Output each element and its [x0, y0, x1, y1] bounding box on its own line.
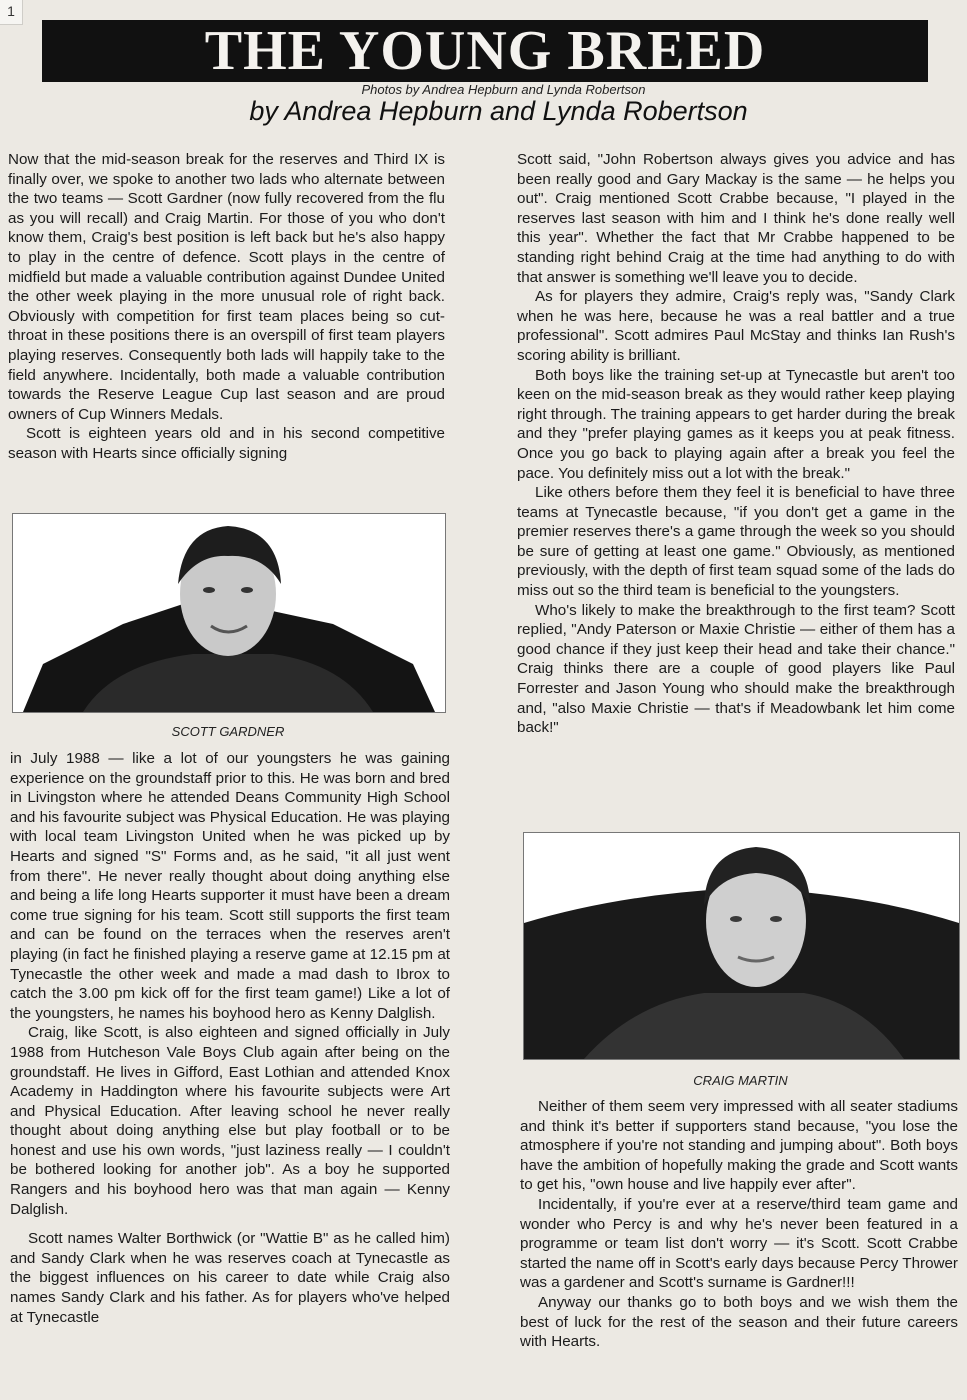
craig-martin-caption: CRAIG MARTIN [693, 1073, 788, 1088]
portrait-image [524, 833, 959, 1059]
photo-credit: Photos by Andrea Hepburn and Lynda Robertson [361, 82, 646, 97]
paragraph: in July 1988 — like a lot of our youngsters he was gaining experience on the groundstaff prior to this. He was born and bred in Livingston where he attended Deans Community High School and his favourite subject was Physical Education. He was playing with local team Livingston United when he was picked up by Hearts and signed "S" Forms and, as he said, "it all just went from there". He never really thought about doing anything else and being a life long Hearts supporter it must have been a dream come true signing for his team. Scott still supports the first team and can be found on the terraces when the reserves aren't playing (in fact he finished playing a reserve game at 12.15 pm at Tynecastle the other week and made a mad dash to Ibrox to catch the 3.00 pm kick off for the first team game!) Like a lot of the youngsters, he names his boyhood hero as Kenny Dalglish. [10, 750, 450, 1022]
paragraph: Scott said, "John Robertson always gives you advice and has been really good and Gary Mackay is the same — he helps you out". Craig mentioned Scott Crabbe because, "I played in the reserves last season with him and I think he's done really well this year". Whether the fact that Mr Crabbe happened to be standing right behind Craig at the time had anything to do with that answer is something we'll leave you to decide. [517, 151, 955, 286]
left-column-bottom [10, 749, 450, 1327]
title-banner [42, 20, 928, 82]
left-column-top [8, 150, 445, 464]
craig-martin-photo [523, 832, 960, 1060]
paragraph: Like others before them they feel it is beneficial to have three teams at Tynecastle because, "if you don't get a game in the premier reserves there's a game through the week so you should be sure of getting at least one game." Obviously, as mentioned previously, with the depth of first team squad some of the lads do miss out so the third team is beneficial to the youngsters. [517, 484, 955, 600]
paragraph: Scott names Walter Borthwick (or "Wattie B" as he called him) and Sandy Clark when he was reserves coach at Tynecastle as the biggest influences on his career to date while Craig also names Sandy Clark and his father. As for players who've helped at Tynecastle [10, 1230, 450, 1326]
paragraph: Who's likely to make the breakthrough to the first team? Scott replied, "Andy Paterson or Maxie Christie — either of them has a good chance if they just keep their head and take their chance." Craig thinks there are a couple of good players like Paul Forrester and Jason Young who should make the breakthrough and, "also Maxie Christie — that's if Meadowbank let him come back!" [517, 601, 955, 737]
paragraph: Both boys like the training set-up at Tynecastle but aren't too keen on the mid-season break as they would rather keep playing right through. The training appears to get harder during the break and they "prefer playing games as it keeps you at peak fitness. Once you go back to playing again after a break you feel the pace. You definitely miss out a lot with the break." [517, 366, 955, 482]
article-byline: by Andrea Hepburn and Lynda Robertson [249, 96, 748, 126]
paragraph: Neither of them seem very impressed with all seater stadiums and think it's better if supporters stand because, "you lose the atmosphere if you're not standing and jumping about". Both boys have the ambition of hopefully making the grade and Scott wants to get his, "own house and live happily ever after". [520, 1098, 958, 1194]
right-column-top [517, 150, 955, 738]
paragraph: Anyway our thanks go to both boys and we wish them the best of luck for the rest of the season and their future careers with Hearts. [520, 1293, 958, 1351]
scott-gardner-caption: SCOTT GARDNER [171, 724, 285, 739]
scott-gardner-photo [12, 513, 446, 713]
article-title: THE YOUNG BREED [204, 20, 766, 82]
paragraph: Incidentally, if you're ever at a reserve/third team game and wonder who Percy is and why he's never been featured in a programme or team list don't worry — it's Scott. Scott Crabbe started the name off in Scott's early days because Percy Thrower was a gardener and Scott's surname is Gardner!!! [520, 1195, 958, 1292]
paragraph: Scott is eighteen years old and in his second competitive season with Hearts since officially signing [8, 425, 445, 462]
paragraph: As for players they admire, Craig's reply was, "Sandy Clark when he was here, because he was a real battler and a true professional". Scott admires Paul McStay and thinks Ian Rush's scoring ability is brilliant. [517, 288, 955, 364]
paragraph: Craig, like Scott, is also eighteen and signed officially in July 1988 from Hutcheson Vale Boys Club again after being on the groundstaff. He lives in Gifford, East Lothian and attended Knox Academy in Haddington where his favourite subjects were Art and Physical Education. After leaving school he never really thought about doing anything else but play football or to be honest and use his own words, "just laziness really — I couldn't be bothered looking for another job". As a boy he supported Rangers and his boyhood hero was that man again — Kenny Dalglish. [10, 1024, 450, 1218]
right-column-bottom [520, 1097, 958, 1352]
page-number: 1 [0, 0, 23, 25]
portrait-image [13, 514, 445, 712]
paragraph: Now that the mid-season break for the reserves and Third IX is finally over, we spoke to another two lads who alternate between the two teams — Scott Gardner (now fully recovered from the flu as you will recall) and Craig Martin. For those of you who don't know them, Craig's best position is left back but he's also happy to play in the centre of defence. Scott plays in the centre of midfield but made a valuable contribution against Dundee United the other week playing in the more unusual role of right back. Obviously with competition for first team places being so cut-throat in these positions there is an overspill of first team players playing reserves. Consequently both lads will happily take to the field anywhere. Incidentally, both made a valuable contribution towards the Reserve League Cup last season and are proud owners of Cup Winners Medals. [8, 151, 445, 423]
